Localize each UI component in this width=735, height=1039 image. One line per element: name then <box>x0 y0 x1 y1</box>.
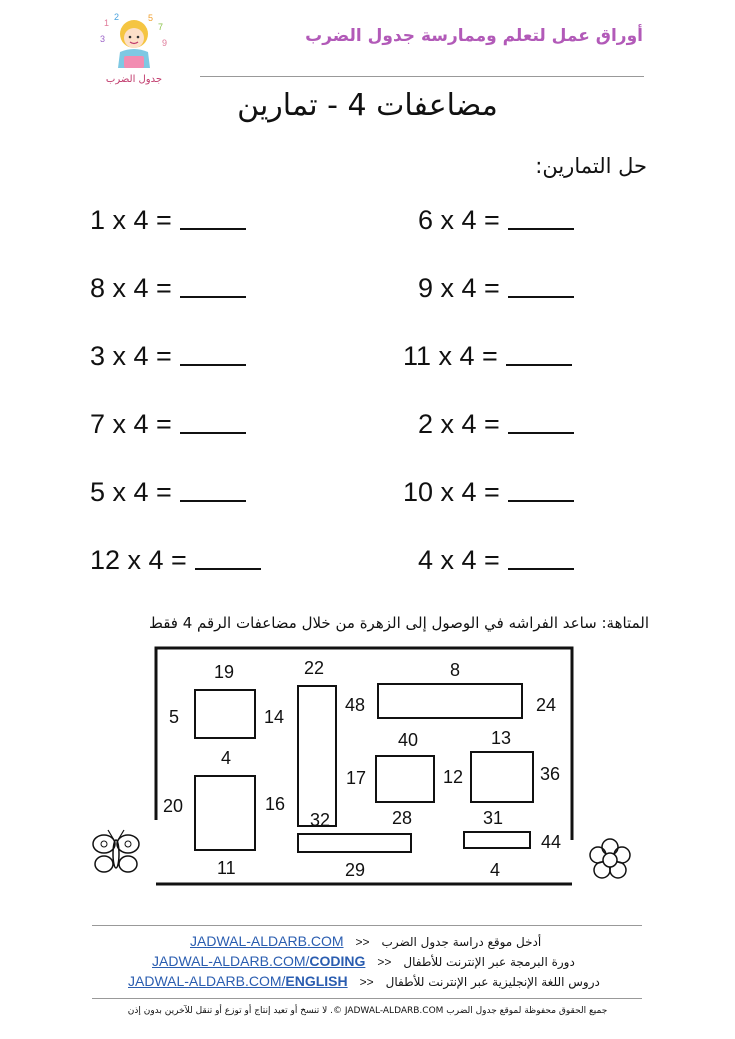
maze-number[interactable]: 36 <box>540 764 561 784</box>
answer-blank[interactable] <box>508 272 574 298</box>
problem-item <box>403 338 572 372</box>
problem-text: 8 x 4 = <box>90 273 172 303</box>
maze-number[interactable]: 16 <box>265 794 286 814</box>
maze-instruction: المتاهة: ساعد الفراشه في الوصول إلى الزهرة من خلال مضاعفات الرقم 4 فقط <box>148 614 649 632</box>
answer-blank[interactable] <box>508 408 574 434</box>
footer-divider <box>92 925 642 926</box>
footer-link[interactable]: JADWAL-ALDARB.COM <box>190 933 344 949</box>
maze-block <box>378 684 522 718</box>
maze-number[interactable]: 22 <box>304 658 325 678</box>
maze-number[interactable]: 11 <box>217 858 236 878</box>
footer-link-row <box>128 973 600 989</box>
maze-number[interactable]: 28 <box>392 808 413 828</box>
problem-text: 11 x 4 = <box>403 341 498 371</box>
footer-arrow: >> <box>377 955 392 969</box>
maze-number[interactable]: 14 <box>264 707 285 727</box>
problem-text: 6 x 4 = <box>418 205 500 235</box>
maze-number[interactable]: 31 <box>483 808 504 828</box>
problem-text: 3 x 4 = <box>90 341 172 371</box>
svg-text:2: 2 <box>114 12 120 22</box>
worksheet-series-title: أوراق عمل لتعلم وممارسة جدول الضرب <box>305 26 643 46</box>
problem-item <box>90 542 261 576</box>
maze-block <box>464 832 530 848</box>
problem-item <box>90 270 246 304</box>
maze-block <box>298 686 336 826</box>
footer-description: دروس اللغة الإنجليزية عبر الإنترنت للأطفال <box>385 975 600 989</box>
maze-number[interactable]: 5 <box>169 707 180 727</box>
problem-item <box>418 406 574 440</box>
problem-item <box>418 270 574 304</box>
problem-text: 7 x 4 = <box>90 409 172 439</box>
problem-text: 4 x 4 = <box>418 545 500 575</box>
problem-item <box>90 202 246 236</box>
answer-blank[interactable] <box>180 476 246 502</box>
problem-item <box>418 202 574 236</box>
answer-blank[interactable] <box>180 408 246 434</box>
problem-item <box>90 406 246 440</box>
footer-arrow: >> <box>359 975 374 989</box>
maze-block <box>471 752 533 802</box>
maze-block <box>195 690 255 738</box>
svg-text:9: 9 <box>162 38 168 48</box>
footer-arrow: >> <box>355 935 370 949</box>
maze-number[interactable]: 19 <box>214 662 235 682</box>
svg-text:5: 5 <box>148 13 154 23</box>
problem-item <box>90 338 246 372</box>
maze-number[interactable]: 4 <box>221 748 232 768</box>
problem-item <box>90 474 246 508</box>
maze-block <box>298 834 411 852</box>
flower-icon <box>590 839 630 878</box>
problem-text: 5 x 4 = <box>90 477 172 507</box>
problem-item <box>403 474 574 508</box>
maze-number[interactable]: 4 <box>490 860 501 880</box>
problem-text: 12 x 4 = <box>90 545 187 575</box>
maze-number[interactable]: 12 <box>443 767 464 787</box>
maze-number[interactable]: 29 <box>345 860 366 880</box>
maze-number[interactable]: 8 <box>450 660 461 680</box>
logo-girl-icon <box>96 12 172 76</box>
footer-link[interactable]: JADWAL-ALDARB.COM/CODING <box>152 953 366 969</box>
footer-link-row <box>152 953 575 969</box>
answer-blank[interactable] <box>180 272 246 298</box>
problem-text: 9 x 4 = <box>418 273 500 303</box>
logo-caption: جدول الضرب <box>105 74 163 85</box>
maze-number[interactable]: 17 <box>346 768 367 788</box>
exercise-instruction: حل التمارين: <box>535 154 647 178</box>
problem-text: 10 x 4 = <box>403 477 500 507</box>
butterfly-icon <box>93 830 139 872</box>
svg-text:7: 7 <box>158 22 164 32</box>
footer-description: أدخل موقع دراسة جدول الضرب <box>381 935 542 949</box>
maze-number[interactable]: 44 <box>541 832 562 852</box>
footer-link[interactable]: JADWAL-ALDARB.COM/ENGLISH <box>128 973 348 989</box>
maze-number[interactable]: 24 <box>536 695 557 715</box>
problem-text: 1 x 4 = <box>90 205 172 235</box>
answer-blank[interactable] <box>508 204 574 230</box>
header-divider <box>200 76 644 77</box>
problem-item <box>418 542 574 576</box>
maze-number[interactable]: 20 <box>163 796 184 816</box>
answer-blank[interactable] <box>180 204 246 230</box>
answer-blank[interactable] <box>506 340 572 366</box>
svg-text:3: 3 <box>100 34 106 44</box>
svg-text:1: 1 <box>104 18 110 28</box>
answer-blank[interactable] <box>508 544 574 570</box>
maze-number[interactable]: 32 <box>310 810 331 830</box>
maze-number[interactable]: 40 <box>398 730 419 750</box>
copyright-notice: جميع الحقوق محفوظة لموقع جدول الضرب JADWAL-ALDARB.COM ©. لا تنسخ أو تعيد إنتاج أو توزع أو تنقل للآخرين بدون إذن <box>127 1006 608 1016</box>
maze-diagram <box>88 640 648 900</box>
answer-blank[interactable] <box>180 340 246 366</box>
copyright-divider <box>92 998 642 999</box>
answer-blank[interactable] <box>195 544 261 570</box>
maze-block <box>376 756 434 802</box>
maze-number[interactable]: 48 <box>345 695 366 715</box>
page-title: مضاعفات 4 - تمارين <box>237 88 498 123</box>
maze-number[interactable]: 13 <box>491 728 512 748</box>
footer-description: دورة البرمجة عبر الإنترنت للأطفال <box>403 955 575 969</box>
maze-block <box>195 776 255 850</box>
problem-text: 2 x 4 = <box>418 409 500 439</box>
answer-blank[interactable] <box>508 476 574 502</box>
footer-link-row <box>190 933 541 949</box>
maze <box>88 640 648 900</box>
